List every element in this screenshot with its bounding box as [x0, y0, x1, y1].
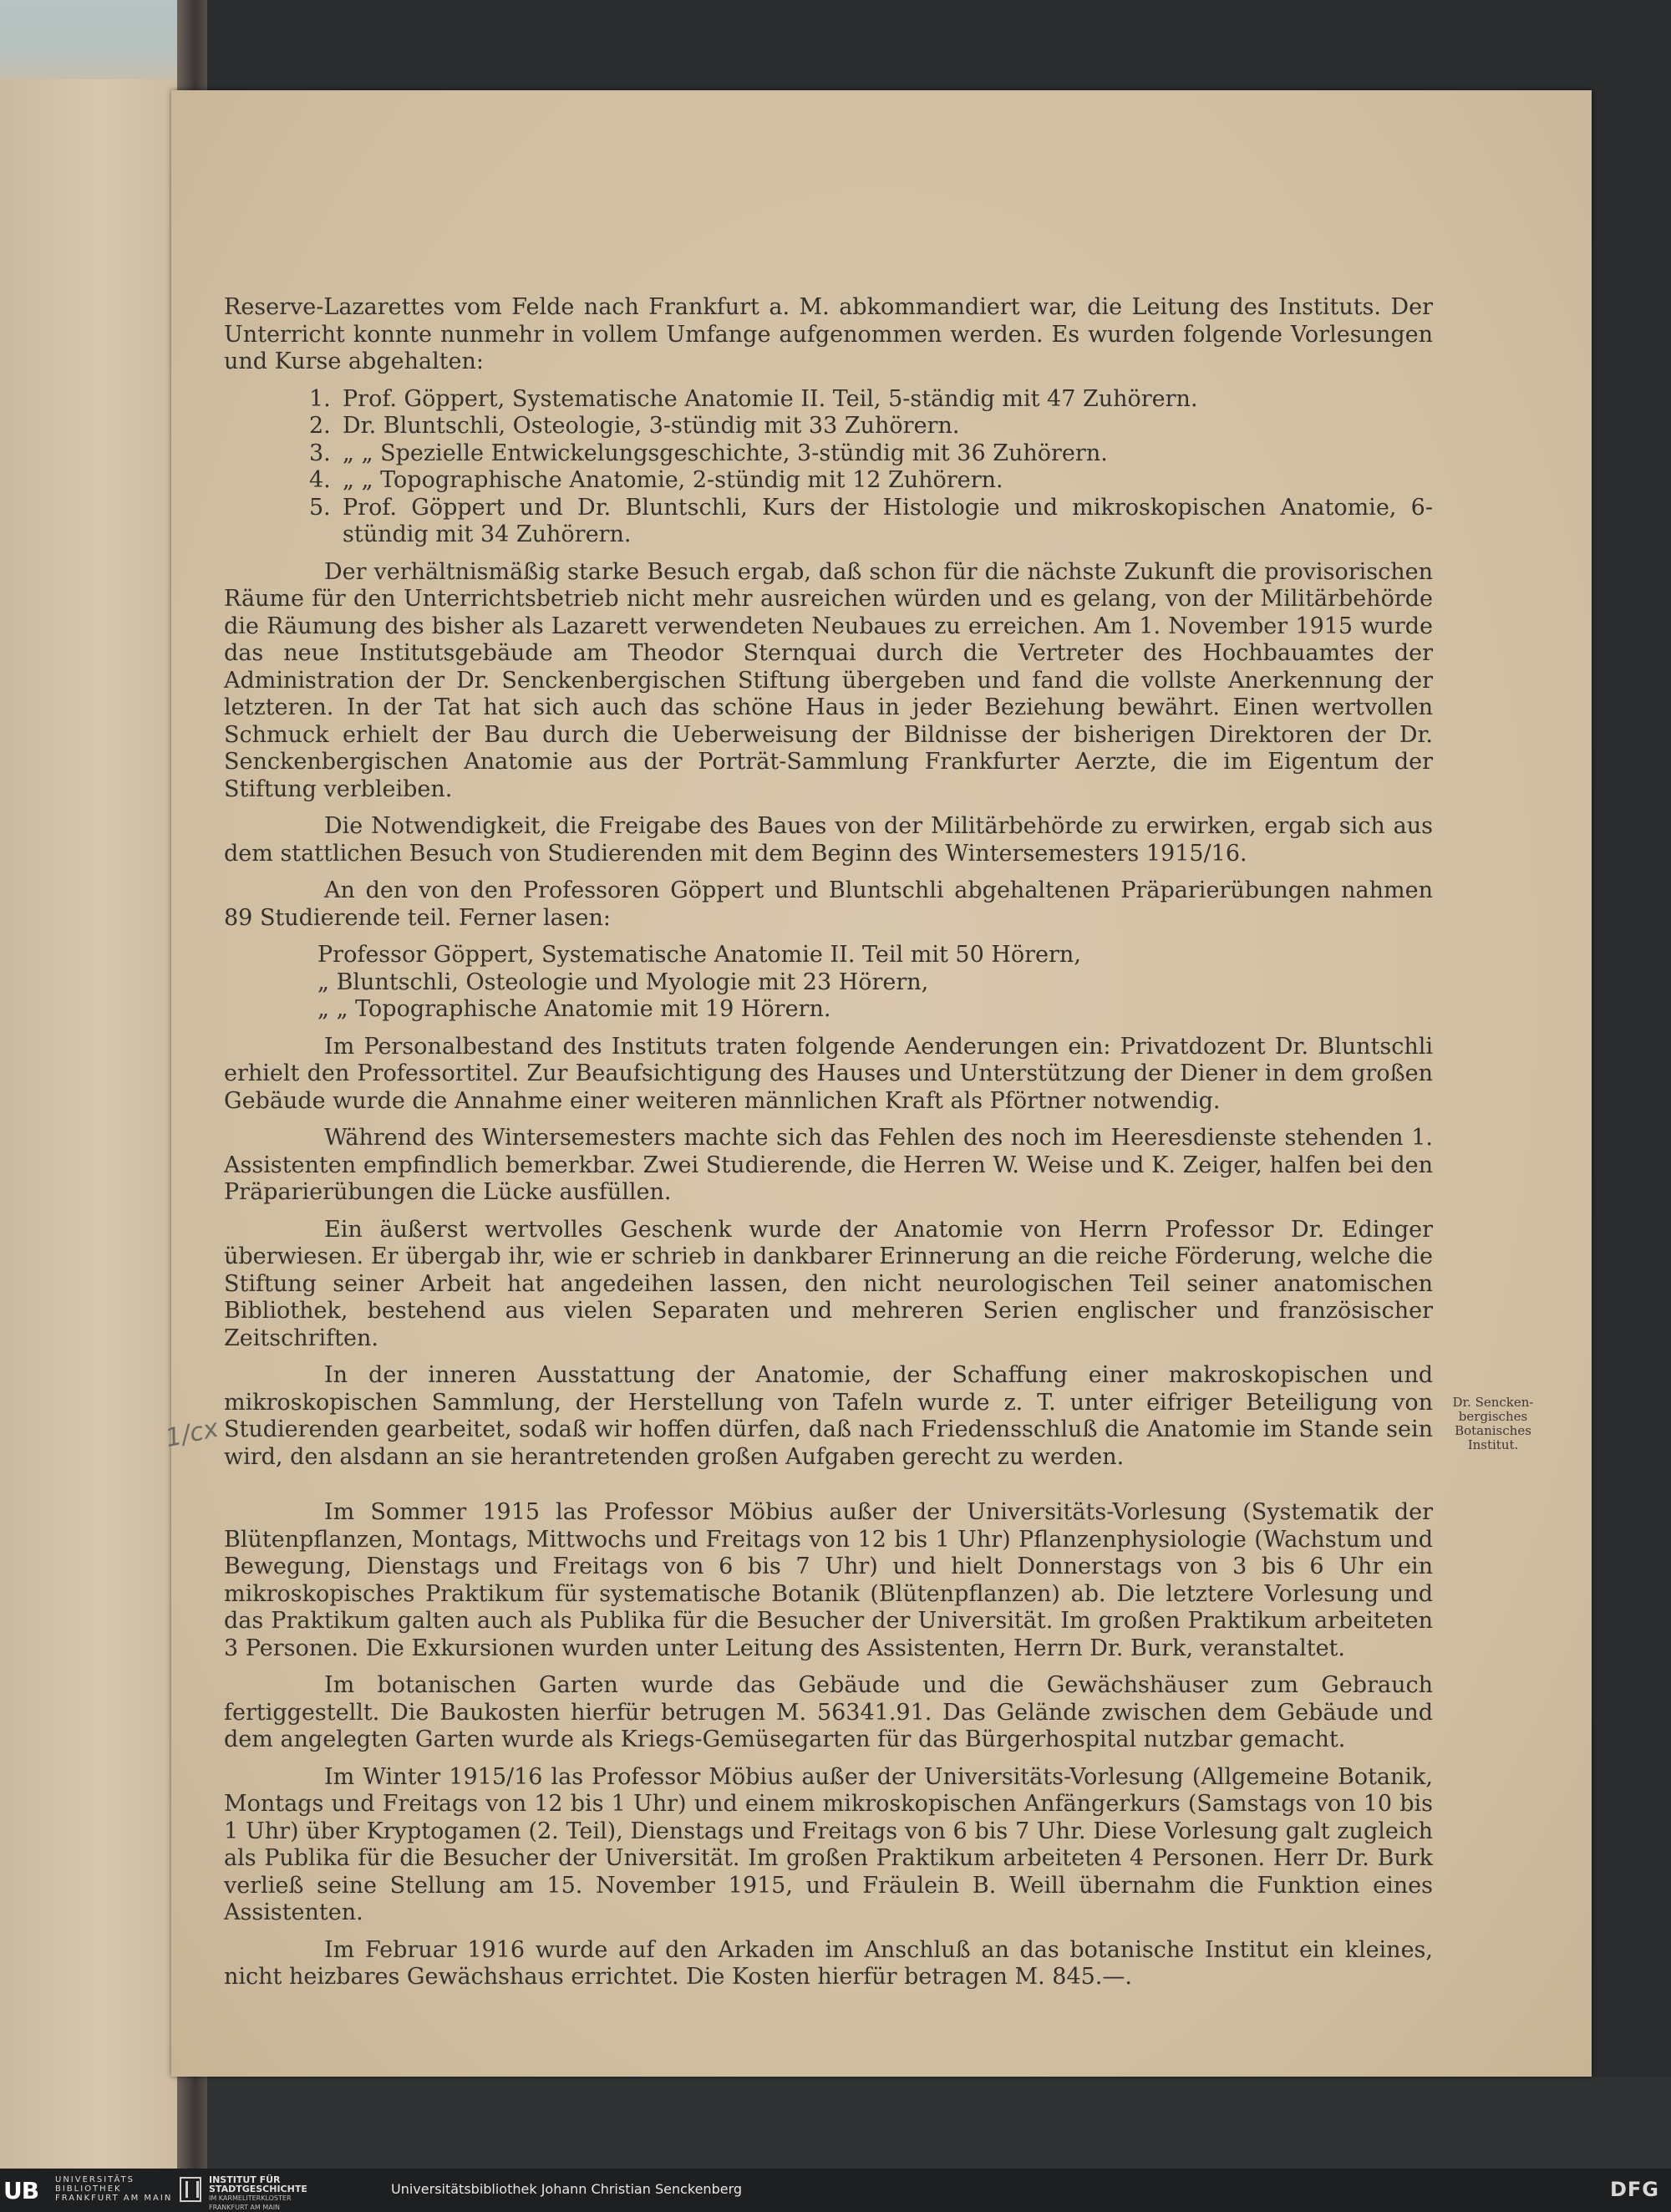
paragraph-botanical-garden: Im botanischen Garten wurde das Gebäude und die Gewächshäuser zum Gebrauch fertiggestellt. Die Baukosten hierfür betrugen M. 56341.91. Das Gelände zwischen dem Gebäude und dem angelegten Garten wurde als Kriegs-Gemüsegarten für das Bürgerhospital nutzbar gemacht. [224, 1672, 1433, 1752]
paragraph-winter-1915: Im Winter 1915/16 las Professor Möbius außer der Universitäts-Vorlesung (Allgemeine Botanik, Montags und Freitags von 12 bis 1 Uhr) und einem mikroskopischen Anfängerkurs (Samstags von 10 bis 1 Uhr) über Kryptogamen (2. Teil), Dienstags und Freitags von 6 bis 7 Uhr. Diese Vorlesung galt zugleich als Publika für die Besucher der Universität. Im großen Praktikum arbeiteten 4 Personen. Herr Dr. Burk verließ seine Stellung am 15. November 1915, und Fräulein B. Weill übernahm die Funktion eines Assistenten. [224, 1763, 1433, 1925]
margin-note-line: bergisches [1458, 1409, 1528, 1424]
paragraph-personnel: Im Personalbestand des Instituts traten folgende Aenderungen ein: Privatdozent Dr. Bluntschli erhielt den Professortitel. Zur Beaufsichtigung des Hauses und Unterstützung der Diener in dem großen Gebäude wurde die Annahme einer weiteren männlichen Kraft als Pförtner notwendig. [224, 1033, 1433, 1114]
list-number: 1. [309, 385, 331, 412]
left-page-edge-scan [0, 0, 182, 2169]
list-item [309, 440, 1433, 468]
isg-name [209, 2175, 307, 2212]
list-number: 4. [309, 467, 331, 493]
list-item [309, 413, 1433, 440]
margin-note-line: Botanisches [1455, 1423, 1531, 1438]
paragraph-winter-semester: Während des Wintersemesters machte sich das Fehlen des noch im Heeresdienste stehenden 1. Assistenten empfindlich bemerkbar. Zwei Studierende, die Herren W. Weise und K. Zeiger, halfen bei den Präparierübungen die Lücke ausfüllen. [224, 1125, 1433, 1205]
paragraph-equipment: In der inneren Ausstattung der Anatomie, der Schaffung einer makroskopischen und mikroskopischen Sammlung, der Herstellung von Tafeln wurde z. T. unter eifriger Beteiligung von Studierenden gearbeitet, sodaß wir hoffen dürfen, daß nach Friedensschluß die Anatomie im Stande sein wird, den alsdann an sie herantretenden großen Aufgaben gerecht zu werden. [224, 1362, 1433, 1470]
list-item [309, 495, 1433, 549]
list-item: „ Bluntschli, Osteologie und Myologie mit 23 Hörern, [317, 969, 929, 995]
document-text [224, 294, 1433, 2001]
list-text: „ „ Topographische Anatomie, 2-stündig mit 12 Zuhörern. [343, 467, 1003, 493]
list-number: 2. [309, 413, 331, 439]
ub-name-line: FRANKFURT AM MAIN [55, 2194, 173, 2203]
paragraph-dissection-exercises: An den von den Professoren Göppert und Bluntschli abgehaltenen Präparierübungen nahmen 89 Studierende teil. Ferner lasen: [224, 877, 1433, 931]
list-text: Prof. Göppert und Dr. Bluntschli, Kurs der Histologie und mikroskopischen Anatomie, 6-stündig mit 34 Zuhörern. [343, 494, 1433, 547]
list-number: 5. [309, 494, 331, 521]
ub-name-line: BIBLIOTHEK [55, 2184, 122, 2194]
margin-note-line: Institut. [1467, 1437, 1519, 1452]
library-name: Universitätsbibliothek Johann Christian Senckenberg [391, 2181, 743, 2197]
section-gap [224, 1481, 1433, 1499]
ub-logo[interactable]: UB [3, 2177, 39, 2204]
margin-note-line: Dr. Sencken- [1452, 1395, 1534, 1410]
list-item: „ „ Topographische Anatomie mit 19 Hörern. [317, 996, 831, 1022]
paragraph-necessity: Die Notwendigkeit, die Freigabe des Baues von der Militärbehörde zu erwirken, ergab sich aus dem stattlichen Besuch von Studierenden mit dem Beginn des Wintersemesters 1915/16. [224, 813, 1433, 867]
ub-name-line: UNIVERSITÄTS [55, 2175, 135, 2184]
isg-sub-line: IM KARMELITERKLOSTER [209, 2194, 292, 2202]
pencil-annotation: 1/cx [163, 1413, 221, 1454]
list-text: „ „ Spezielle Entwickelungsgeschichte, 3-stündig mit 36 Zuhörern. [343, 440, 1108, 466]
left-page-top-corner [0, 0, 177, 79]
list-text: Prof. Göppert, Systematische Anatomie II. Teil, 5-ständig mit 47 Zuhörern. [343, 385, 1198, 412]
paragraph-february-1916: Im Februar 1916 wurde auf den Arkaden im Anschluß an das botanische Institut ein kleines, nicht heizbares Gewächshaus errichtet. Die Kosten hierfür betragen M. 845.—. [224, 1936, 1433, 1990]
paragraph-intro: Reserve-Lazarettes vom Felde nach Frankfurt a. M. abkommandiert war, die Leitung des Instituts. Der Unterricht konnte nunmehr in vollem Umfange aufgenommen werden. Es wurden folgende Vorlesungen und Kurse abgehalten: [224, 294, 1433, 374]
paragraph-summer-1915: Im Sommer 1915 las Professor Möbius außer der Universitäts-Vorlesung (Systematik der Blütenpflanzen, Montags, Mittwochs und Freitags von 12 bis 1 Uhr) Pflanzenphysiologie (Wachstum und Bewegung, Dienstags und Freitags von 6 bis 7 Uhr) und hielt Donnerstags von 3 bis 6 Uhr ein mikroskopisches Praktikum für systematische Botanik (Blütenpflanzen) ab. Die letztere Vorlesung und das Praktikum galten auch als Publika für die Besucher der Universität. Im großen Praktikum arbeiteten 3 Personen. Die Exkursionen wurden unter Leitung des Assistenten, Herrn Dr. Burk, veranstaltet. [224, 1499, 1433, 1661]
isg-sub-line: FRANKFURT AM MAIN [209, 2204, 281, 2211]
scan-bottom-strip [207, 2077, 1671, 2169]
isg-name-line: STADTGESCHICHTE [209, 2184, 307, 2194]
list-item [309, 386, 1433, 414]
isg-logo-icon[interactable] [180, 2177, 201, 2202]
dfg-logo[interactable]: DFG [1609, 2178, 1659, 2201]
list-item [309, 467, 1433, 495]
footer-bar [0, 2169, 1671, 2210]
list-text: Dr. Bluntschli, Osteologie, 3-stündig mit 33 Zuhörern. [343, 413, 960, 439]
paragraph-new-building: Der verhältnismäßig starke Besuch ergab, daß schon für die nächste Zukunft die provisorischen Räume für den Unterrichtsbetrieb nicht mehr ausreichen würden und es gelang, von der Militärbehörde die Räumung des bisher als Lazarett verwendeten Neubaues zu erreichen. Am 1. November 1915 wurde das neue Institutsgebäude am Theodor Sternquai durch die Vertreter des Hochbauamtes der Administration der Dr. Senckenbergischen Stiftung übergeben und fand die vollste Anerkennung der letzteren. In der Tat hat sich auch das schöne Haus in jeder Beziehung bewährt. Einen wertvollen Schmuck erhielt der Bau durch die Ueberweisung der Bildnisse der bisherigen Direktoren der Dr. Senckenbergischen Anatomie aus der Porträt-Sammlung Frankfurter Aerzte, die im Eigentum der Stiftung verbleiben. [224, 558, 1433, 802]
list-item: Professor Göppert, Systematische Anatomie II. Teil mit 50 Hörern, [317, 942, 1081, 968]
paragraph-gift: Ein äußerst wertvolles Geschenk wurde der Anatomie von Herrn Professor Dr. Edinger überwiesen. Er übergab ihr, wie er schrieb in dankbarer Erinnerung an die reiche Förderung, welche die Stiftung seiner Arbeit hat angedeihen lassen, den nicht neurologischen Teil seiner anatomischen Bibliothek, bestehend aus vielen Separaten und mehreren Serien englischer und französischer Zeitschriften. [224, 1216, 1433, 1351]
list-number: 3. [309, 440, 331, 466]
lecturers-list [317, 942, 1433, 1024]
courses-list [309, 386, 1433, 549]
ub-name [55, 2175, 172, 2203]
margin-note [1439, 1396, 1547, 1452]
isg-name-line: INSTITUT FÜR [209, 2174, 281, 2185]
